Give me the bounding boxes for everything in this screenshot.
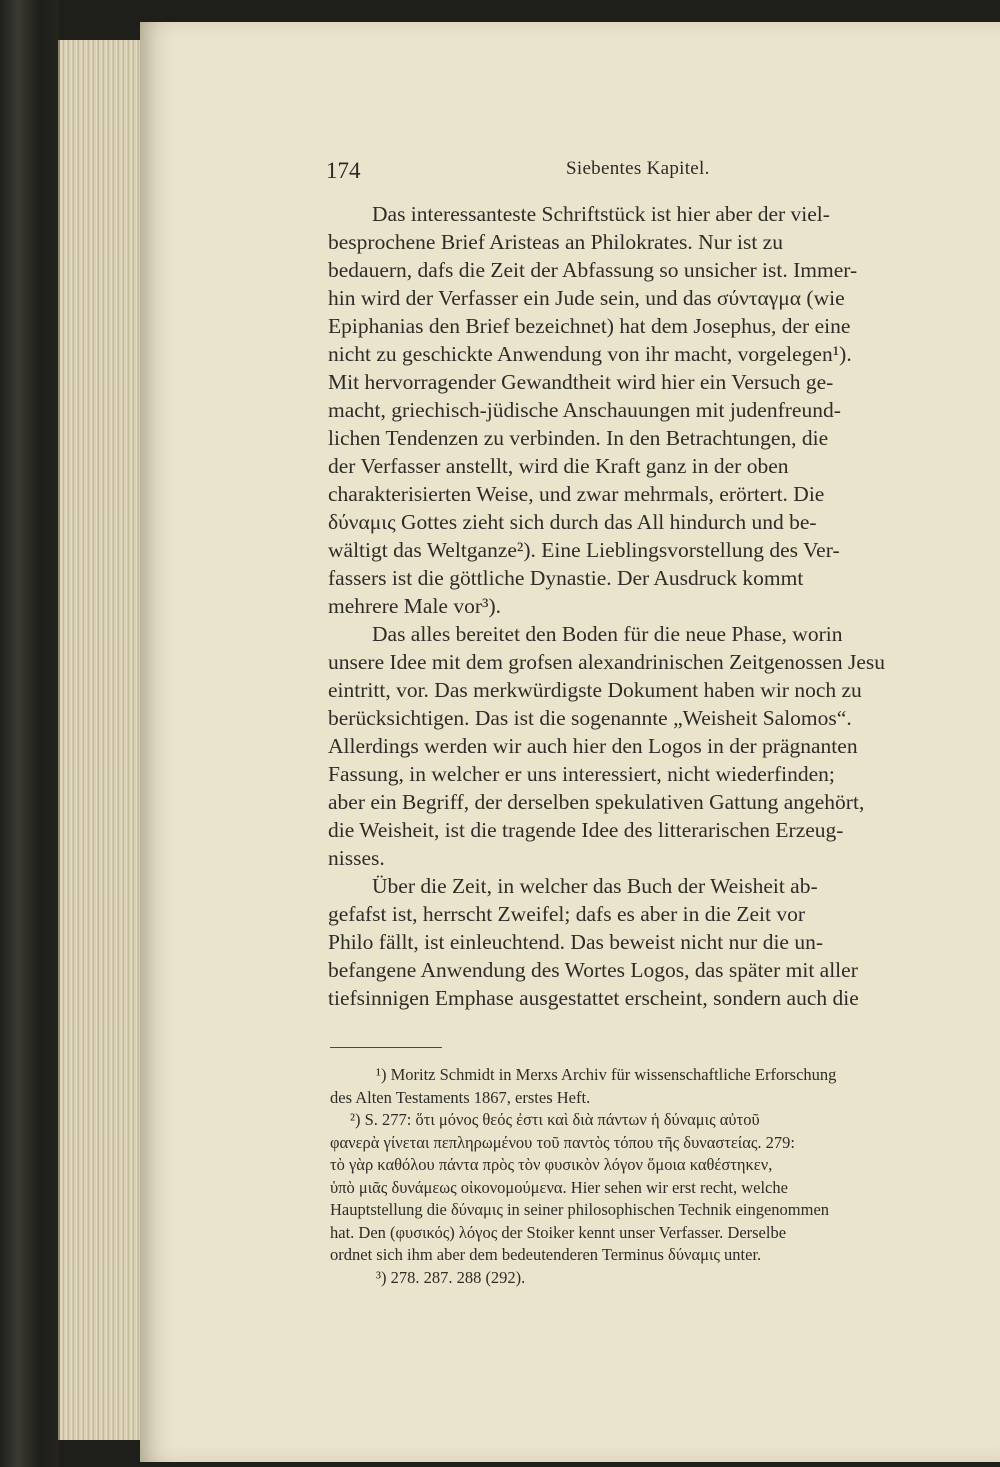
text-line: bedauern, dafs die Zeit der Abfassung so unsicher ist. Immer- bbox=[328, 258, 858, 282]
footnote-line: ³) 278. 287. 288 (292). bbox=[376, 1267, 526, 1287]
text-line: nicht zu geschickte Anwendung von ihr macht, vorgelegen¹). bbox=[328, 342, 852, 366]
text-line: δύναμις Gottes zieht sich durch das All hindurch und be- bbox=[328, 510, 817, 534]
text-line: Allerdings werden wir auch hier den Logos in der prägnanten bbox=[328, 734, 858, 758]
text-line: charakterisierten Weise, und zwar mehrmals, erörtert. Die bbox=[328, 482, 825, 506]
footnote-line: des Alten Testaments 1867, erstes Heft. bbox=[330, 1087, 591, 1107]
text-line: Über die Zeit, in welcher das Buch der Weisheit ab- bbox=[372, 874, 818, 898]
text-line: fassers ist die göttliche Dynastie. Der Ausdruck kommt bbox=[328, 566, 804, 590]
footnote-line: ²) S. 277: ὅτι μόνος θεός ἐστι καὶ διὰ πάντων ἡ δύναμις αὐτοῦ bbox=[350, 1110, 760, 1129]
footnote-line: ordnet sich ihm aber dem bedeutenderen Terminus δύναμις unter. bbox=[330, 1245, 762, 1264]
text-line: lichen Tendenzen zu verbinden. In den Betrachtungen, die bbox=[328, 426, 829, 450]
text-line: gefafst ist, herrscht Zweifel; dafs es aber in die Zeit vor bbox=[328, 902, 805, 926]
text-line: unsere Idee mit dem grofsen alexandrinischen Zeitgenossen Jesu bbox=[328, 650, 886, 674]
page-header bbox=[326, 158, 726, 188]
footnote-divider bbox=[330, 1047, 442, 1048]
text-line: Das alles bereitet den Boden für die neue Phase, worin bbox=[372, 622, 843, 646]
body-text bbox=[328, 200, 952, 1012]
footnote-line: ¹) Moritz Schmidt in Merxs Archiv für wissenschaftliche Erforschung bbox=[376, 1065, 837, 1084]
text-line: nisses. bbox=[328, 846, 385, 870]
text-line: Mit hervorragender Gewandtheit wird hier ein Versuch ge- bbox=[328, 370, 834, 394]
text-line: wältigt das Weltganze²). Eine Lieblingsvorstellung des Ver- bbox=[328, 538, 840, 562]
page-number: 174 bbox=[326, 158, 361, 183]
text-line: besprochene Brief Aristeas an Philokrates. Nur ist zu bbox=[328, 230, 783, 254]
footnote-line: ὑπὸ μιᾶς δυνάμεως οἰκονομούμενα. Hier sehen wir erst recht, welche bbox=[330, 1177, 788, 1197]
text-line: eintritt, vor. Das merkwürdigste Dokument haben wir noch zu bbox=[328, 678, 862, 702]
text-line: macht, griechisch-jüdische Anschauungen mit judenfreund- bbox=[328, 398, 841, 422]
text-line: hin wird der Verfasser ein Jude sein, und das σύνταγμα (wie bbox=[328, 286, 845, 310]
text-line: berücksichtigen. Das ist die sogenannte „Weisheit Salomos“. bbox=[328, 706, 852, 730]
footnote-line: φανερὰ γίνεται πεπληρωμένου τοῦ παντὸς τόπου τῆς δυναστείας. 279: bbox=[330, 1132, 795, 1152]
text-line: Das interessanteste Schriftstück ist hier aber der viel- bbox=[372, 202, 830, 226]
text-line: Fassung, in welcher er uns interessiert, nicht wiederfinden; bbox=[328, 762, 835, 786]
footnote-line: Hauptstellung die δύναμις in seiner philosophischen Technik eingenommen bbox=[330, 1200, 830, 1219]
text-line: mehrere Male vor³). bbox=[328, 594, 501, 618]
text-line: befangene Anwendung des Wortes Logos, das später mit aller bbox=[328, 958, 858, 982]
footnote-line: hat. Den (φυσικός) λόγος der Stoiker kennt unser Verfasser. Derselbe bbox=[330, 1222, 787, 1242]
text-line: der Verfasser anstellt, wird die Kraft ganz in der oben bbox=[328, 454, 789, 478]
footnote-line: τὸ γὰρ καθόλου πάντα πρὸς τὸν φυσικὸν λόγον ὅμοια καθέστηκεν, bbox=[330, 1155, 773, 1174]
text-line: die Weisheit, ist die tragende Idee des litterarischen Erzeug- bbox=[328, 818, 844, 842]
text-line: aber ein Begriff, der derselben spekulativen Gattung angehört, bbox=[328, 790, 865, 814]
text-line: Philo fällt, ist einleuchtend. Das beweist nicht nur die un- bbox=[328, 930, 823, 954]
text-line: Epiphanias den Brief bezeichnet) hat dem Josephus, der eine bbox=[328, 314, 851, 338]
running-head: Siebentes Kapitel. bbox=[566, 158, 710, 179]
text-line: tiefsinnigen Emphase ausgestattet erscheint, sondern auch die bbox=[328, 986, 859, 1010]
footnotes bbox=[330, 1064, 954, 1289]
